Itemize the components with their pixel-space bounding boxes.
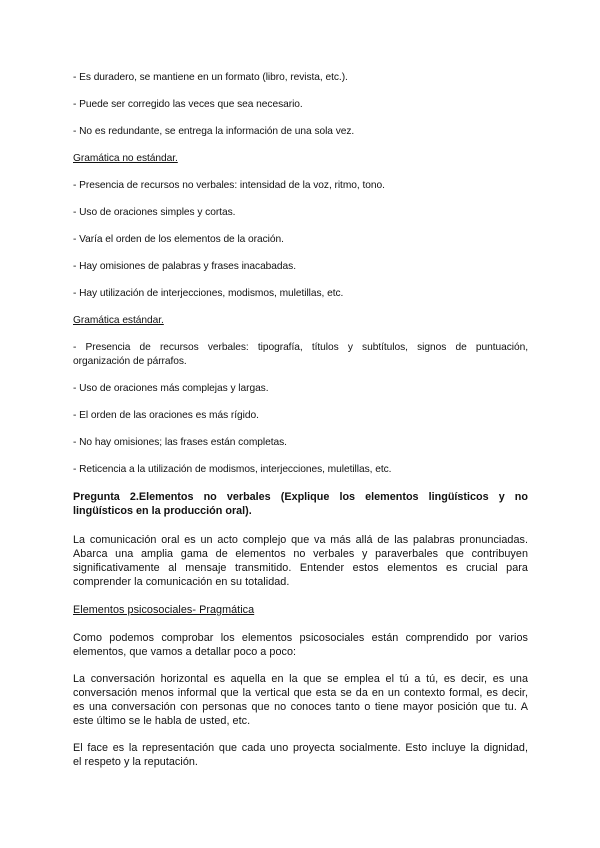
list-item: - No es redundante, se entrega la información de una sola vez.: [73, 126, 355, 137]
list-item: - Hay omisiones de palabras y frases inacabadas.: [73, 261, 296, 272]
paragraph-line: conversación menos informal que la vertical que esta se da en un contexto formal, es decir,: [73, 687, 528, 699]
paragraph-line: elementos, que vamos a detallar poco a poco:: [73, 646, 297, 658]
list-item: - No hay omisiones; las frases están completas.: [73, 437, 287, 448]
list-item: - Hay utilización de interjecciones, modismos, muletillas, etc.: [73, 288, 344, 299]
paragraph-line: La comunicación oral es un acto complejo que va más allá de las palabras pronunciadas.: [73, 534, 528, 546]
question-title-line: lingüísticos en la producción oral).: [73, 505, 252, 517]
list-item: - Reticencia a la utilización de modismos, interjecciones, muletillas, etc.: [73, 464, 392, 475]
list-item: - Uso de oraciones más complejas y largas.: [73, 383, 269, 394]
list-item: - Es duradero, se mantiene en un formato (libro, revista, etc.).: [73, 72, 348, 83]
list-item: - Uso de oraciones simples y cortas.: [73, 207, 236, 218]
paragraph-line: es una conversación con personas que no conoces tanto o tiene mayor posición que tu. A: [73, 701, 528, 713]
question-title-line: Pregunta 2.Elementos no verbales (Explique los elementos lingüísticos y no: [73, 491, 528, 503]
paragraph-line: el respeto y la reputación.: [73, 756, 198, 768]
section-heading-psychosocial: Elementos psicosociales- Pragmática: [73, 604, 255, 616]
list-item: - Puede ser corregido las veces que sea necesario.: [73, 99, 303, 110]
paragraph-line: comprender la comunicación en su totalidad.: [73, 576, 290, 588]
paragraph-line: La conversación horizontal es aquella en la que se emplea el tú a tú, es decir, es una: [73, 673, 528, 685]
list-item-line: - Presencia de recursos verbales: tipografía, títulos y subtítulos, signos de puntuación,: [73, 342, 528, 353]
list-item-line: organización de párrafos.: [73, 356, 187, 367]
paragraph-line: este último se le habla de usted, etc.: [73, 715, 251, 727]
section-heading-non-standard: Gramática no estándar.: [73, 153, 178, 164]
list-item: - Presencia de recursos no verbales: intensidad de la voz, ritmo, tono.: [73, 180, 385, 191]
section-heading-standard: Gramática estándar.: [73, 315, 164, 326]
paragraph-line: significativamente al mensaje transmitido. Entender estos elementos es crucial para: [73, 562, 528, 574]
paragraph-line: Como podemos comprobar los elementos psicosociales están comprendido por varios: [73, 632, 528, 644]
list-item: - El orden de las oraciones es más rígido.: [73, 410, 259, 421]
list-item: - Varía el orden de los elementos de la oración.: [73, 234, 284, 245]
paragraph-line: El face es la representación que cada uno proyecta socialmente. Esto incluye la dignidad,: [73, 742, 528, 754]
paragraph-line: Abarca una amplia gama de elementos no verbales y paraverbales que contribuyen: [73, 548, 528, 560]
